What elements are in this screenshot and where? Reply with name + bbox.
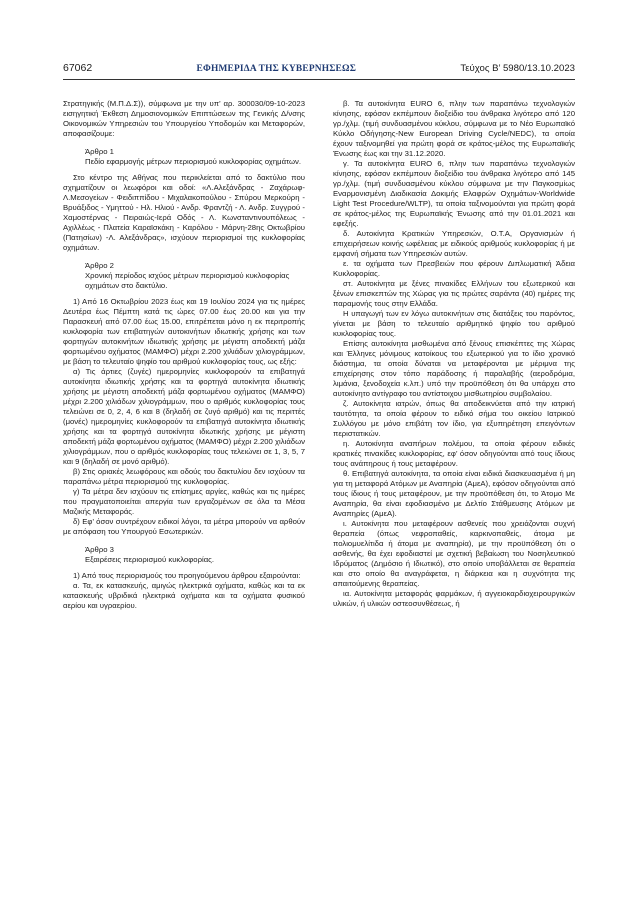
article-1-heading: Άρθρο 1 <box>85 147 114 156</box>
exemption-z: ζ. Αυτοκίνητα ιατρών, όπως θα αποδεικνύεται από την ιατρική ταυτότητα, τα οποία φέρουν το ειδικό σήμα του οικείου Ιατρικού Συλλόγου με μόνο επιβάτη τον ίδιο, για εξυπηρέτηση επειγόντων περιστατικών. <box>333 399 575 438</box>
article-2-paragraph-c: γ) Τα μέτρα δεν ισχύουν τις επίσημες αργίες, καθώς και τις ημέρες που πραγματοποιείται απεργία των εργαζομένων σε όλα τα Μέσα Μαζικής Μεταφοράς. <box>63 487 305 516</box>
exemption-th: θ. Επιβατηγά αυτοκίνητα, τα οποία είναι ειδικά διασκευασμένα ή μη για τη μεταφορά Ατόμων με Αναπηρία (ΑμεΑ), εφόσον οδηγούνται από τους ίδιους ή τους μεταφέρουν, με την προϋπόθεση ότι, το Άτομο Με Αναπηρία, θα είναι εφοδιασμένο με Δελτίο Στάθμευσης Ατόμων με Αναπηρίες (ΑμεΑ). <box>333 469 575 518</box>
article-1-title: Πεδίο εφαρμογής μέτρων περιορισμού κυκλοφορίας οχημάτων. <box>85 157 302 166</box>
page-number: 67062 <box>63 62 93 74</box>
exemption-iota: ι. Αυτοκίνητα που μεταφέρουν ασθενείς που χρειάζονται συχνή θεραπεία (όπως νεφροπαθείς, καρκινοπαθείς, άτομα με πολιομυελίτιδα ή άτομα με αναπηρία), με την προϋπόθεση ότι ο ασθενής, θα έχει εφοδιαστεί με σχετική βεβαίωση του Νοσηλευτικού Ιδρύματος (Δημόσιο ή Ιδιωτικό), στο οποίο υποβάλλεται σε θεραπεία και στο οποίο θα αναγράφεται, η διάρκεια και η συχνότητα της απαιτούμενης θεραπείας. <box>333 519 575 588</box>
article-3-heading: Άρθρο 3 <box>85 545 114 554</box>
exemption-c: γ. Τα αυτοκίνητα EURO 6, πλην των παραπάνω τεχνολογιών κίνησης, εφόσον εκπέμπουν διοξείδιο του άνθρακα λιγότερο από 145 γρ./χλμ. (τιμή συνδυασμένου κύκλου σύμφωνα με την Παγκοσμίως Εναρμονισμένη Διαδικασία Δοκιμής Ελαφρών Οχημάτων-Worldwide Light Test Procedure/WLTP), τα οποία ταξινομούνται για πρώτη φορά σε κράτος-μέλος της Ευρωπαϊκής Ένωσης από την 01.01.2021 και εφεξής. <box>333 159 575 228</box>
exemption-b: β. Τα αυτοκίνητα EURO 6, πλην των παραπάνω τεχνολογιών κίνησης, εφόσον εκπέμπουν διοξείδιο του άνθρακα λιγότερο από 120 γρ./χλμ. (τιμή συνδυασμένου κύκλου, σύμφωνα με το Νέο Ευρωπαϊκό Κύκλο Οδήγησης-New European Driving Cycle/NEDC), τα οποία έχουν ταξινομηθεί για πρώτη φορά σε κράτος-μέλος της Ευρωπαϊκής Ένωσης έως και την 31.12.2020. <box>333 99 575 158</box>
page-header <box>63 62 575 78</box>
article-2-title: Χρονική περίοδος ισχύος μέτρων περιορισμού κυκλοφορίας οχημάτων στο δακτύλιο. <box>85 271 290 290</box>
exemption-d: δ. Αυτοκίνητα Κρατικών Υπηρεσιών, Ο.Τ.Α, Οργανισμών ή επιχειρήσεων κοινής ωφέλειας με ειδικούς αριθμούς κυκλοφορίας ή με εμφανή σήματα των Υπηρεσιών αυτών. <box>333 229 575 258</box>
exemption-e: ε. τα οχήματα των Πρεσβειών που φέρουν Διπλωματική Άδεια Κυκλοφορίας. <box>333 259 575 278</box>
exemption-ia: ια. Αυτοκίνητα μεταφοράς φαρμάκων, ή αγγειοκαρδιοχειρουργικών υλικών, ή υλικών οστεοσυνθέσεως, ή <box>333 589 575 608</box>
article-3-paragraph-1: 1) Από τους περιορισμούς του προηγούμενου άρθρου εξαιρούνται: <box>73 571 301 580</box>
issue-number: Τεύχος Β’ 5980/13.10.2023 <box>460 63 575 74</box>
article-2-paragraph-1: 1) Από 16 Οκτωβρίου 2023 έως και 19 Ιουλίου 2024 για τις ημέρες Δευτέρα έως Πέμπτη κατά τις ώρες 07.00 έως 20.00 και για την Παρασκευή από 07.00 έως 15.00, επιτρέπεται μόνο η εκ περιτροπής κυκλοφορία των επιβατηγών αυτοκινήτων ιδιωτικής χρήσης και των φορτηγών αυτοκινήτων ιδιωτικής χρήσης με μέγιστη αποδεκτή μάζα φορτωμένου οχήματος (ΜΑΜΦΟ) μέχρι 2.200 χιλιάδων χιλιογράμμων, με βάση το τελευταίο ψηφίο του αριθμού κυκλοφορίας τους, ως εξής: <box>63 297 305 366</box>
exemption-i: η. Αυτοκίνητα αναπήρων πολέμου, τα οποία φέρουν ειδικές κρατικές πινακίδες κυκλοφορίας, εφ’ όσον οδηγούνται από τους ίδιους τους ανάπηρους ή τους μεταφέρουν. <box>333 439 575 468</box>
gazette-title: ΕΦΗΜΕΡΙΔΑ ΤΗΣ ΚΥΒΕΡΝΗΣΕΩΣ <box>196 64 357 74</box>
article-2-paragraph-a: α) Τις άρτιες (ζυγές) ημερομηνίες κυκλοφορούν τα επιβατηγά αυτοκίνητα ιδιωτικής χρήσης και τα φορτηγά αυτοκίνητα ιδιωτικής χρήσης με μέγιστη αποδεκτή μάζα φορτωμένου οχήματος (ΜΑΜΦΟ) μέχρι 2.200 χιλιάδων χιλιογράμμων, που ο αριθμός κυκλοφορίας τους τελειώνει σε 0, 2, 4, 6 και 8 (δηλαδή σε ζυγό αριθμό) και τις περιττές (μονές) ημερομηνίες κυκλοφορούν τα επιβατηγά αυτοκίνητα ιδιωτικής χρήσης και τα φορτηγά αυτοκίνητα ιδιωτικής χρήσης με μέγιστη αποδεκτή μάζα φορτωμένου οχήματος (ΜΑΜΦΟ) μέχρι 2.200 χιλιάδων χιλιογράμμων, που ο αριθμός κυκλοφορίας τους τελειώνει σε 1, 3, 5, 7 και 9 (δηλαδή σε μονό αριθμό). <box>63 367 305 466</box>
article-2-paragraph-b: β) Στις οριακές λεωφόρους και οδούς του δακτυλίου δεν ισχύουν τα παραπάνω μέτρα περιορισμού της κυκλοφορίας. <box>63 467 305 486</box>
left-column <box>63 99 305 611</box>
article-2-heading: Άρθρο 2 <box>85 261 114 270</box>
exemption-st-note-1: Η υπαγωγή των εν λόγω αυτοκινήτων στις διατάξεις του παρόντος, γίνεται με βάση το τελευταίο αριθμητικό ψηφίο του αριθμού κυκλοφορίας τους. <box>333 309 575 338</box>
article-1-paragraph: Στο κέντρο της Αθήνας που περικλείεται από το δακτύλιο που σχηματίζουν οι λεωφόροι και οδοί: «Λ.Αλεξάνδρας - Ζαχάρωφ-Λ.Μεσογείων - Φειδιππίδου - Μιχαλακοπούλου - Σπύρου Μερκούρη - Βρυάξιδος - Υμηττού - Ηλ. Ηλιού - Ανδρ. Φραντζή - Λ. Ανδρ. Συγγρού - Χαμοστέρνας - Πειραιώς-Ιερά Οδός - Λ. Κωνσταντινουπόλεως - Αχιλλέως - Πλατεία Καραϊσκάκη - Καρόλου - Μάρνη-28ης Οκτωβρίου (Πατησίων) -Λ. Αλεξάνδρας», ισχύουν περιορισμοί της κυκλοφορίας οχημάτων. <box>63 173 305 252</box>
right-column <box>333 99 575 609</box>
intro-paragraph: Στρατηγικής (Μ.Π.Δ.Σ)), σύμφωνα με την υπ’ αρ. 300030/09-10-2023 εισηγητική Έκθεση Δημοσιονομικών Επιπτώσεων της Γενικής Δ/νσης Οικονομικών Υπηρεσιών του Υπουργείου Υποδομών και Μεταφορών, αποφασίζουμε: <box>63 99 305 138</box>
exemption-st-note-2: Επίσης αυτοκίνητα μισθωμένα από ξένους επισκέπτες της Χώρας και Έλληνες μόνιμους κατοίκους του εξωτερικού για το ίδιο χρονικό διάστημα, τα οποία δύναται να μεταφέρονται με μέριμνα της επιχείρησης στον τόπο παράδοσης ή παραλαβής (αεροδρόμια, λιμάνια, ξενοδοχεία κ.λπ.) υπό την προϋπόθεση ότι θα υπάρχει στο αυτοκίνητο αντίγραφο του αντίστοιχου μισθωτηρίου συμβολαίου. <box>333 339 575 398</box>
article-3-title: Εξαιρέσεις περιορισμού κυκλοφορίας. <box>85 555 215 564</box>
article-2-paragraph-d: δ) Εφ’ όσον συντρέχουν ειδικοί λόγοι, τα μέτρα μπορούν να αρθούν με απόφαση του Υπουργού Εσωτερικών. <box>63 517 305 536</box>
exemption-st: στ. Αυτοκίνητα με ξένες πινακίδες Ελλήνων του εξωτερικού και ξένων επισκεπτών της Χώρας για τις πρώτες σαράντα (40) ημέρες της παραμονής τους στην Ελλάδα. <box>333 279 575 308</box>
header-rule <box>63 79 575 80</box>
article-3-paragraph-a: α. Τα, εκ κατασκευής, αμιγώς ηλεκτρικά οχήματα, καθώς και τα εκ κατασκευής υβριδικά ηλεκτρικά οχήματα και τα οχήματα φυσικού αερίου και υγραερίου. <box>63 581 305 610</box>
